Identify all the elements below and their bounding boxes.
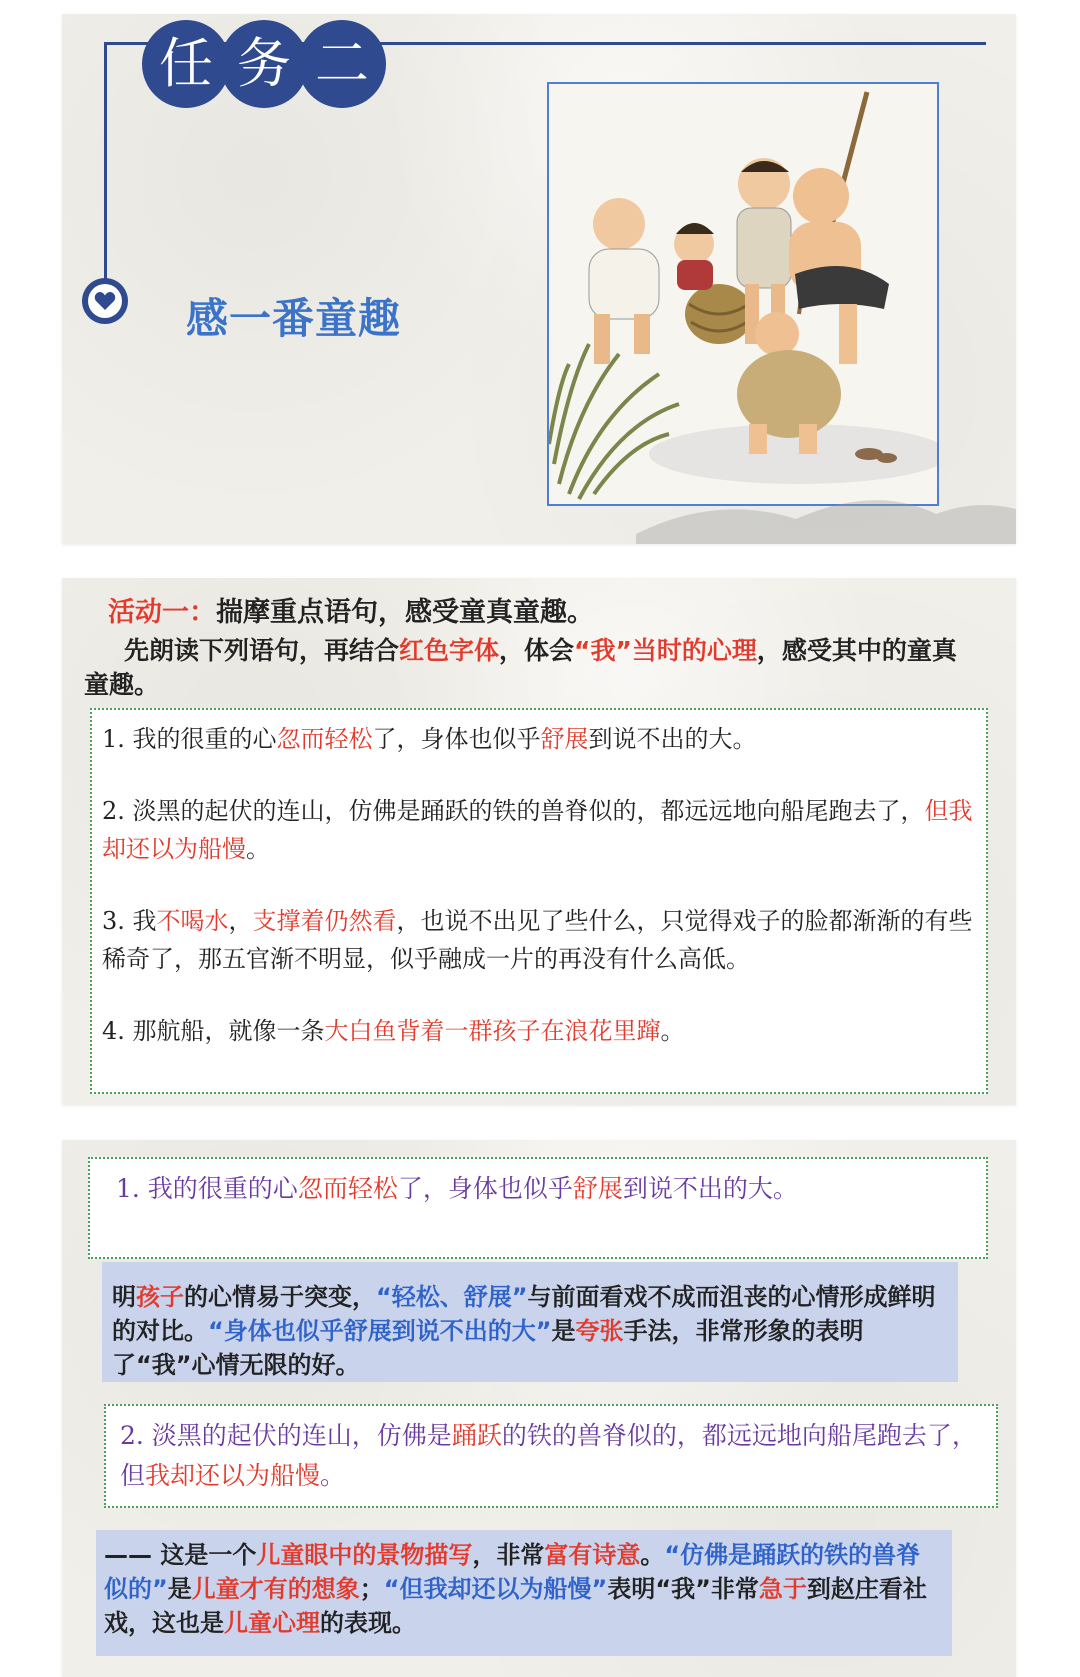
text-segment: 的心情易于突变， <box>184 1283 376 1311</box>
sentence-item <box>102 1012 976 1050</box>
activity-label: 活动一： <box>108 597 216 628</box>
activity-instructions <box>84 634 964 702</box>
text-segment: 的铁的兽脊似的，都远远地向船尾跑去了，但 <box>120 1421 977 1490</box>
activity-title <box>108 590 594 629</box>
text-segment: 。 <box>246 835 270 863</box>
quote-box-2 <box>104 1404 998 1508</box>
text-segment: “轻松、舒展” <box>376 1283 528 1311</box>
text-segment: 忽而轻松 <box>276 725 373 753</box>
text-segment: 了，身体也似乎 <box>372 725 541 753</box>
text-segment: 舒展 <box>540 725 589 753</box>
ink-wash-decoration <box>636 474 1016 544</box>
text-segment: ； <box>359 1575 384 1603</box>
text-segment: 到说不出的大。 <box>588 725 757 753</box>
text-segment: 。 <box>320 1461 346 1490</box>
text-segment: 舒展 <box>572 1174 623 1203</box>
intro-highlight-psychology: “我”当时的心理 <box>574 636 757 665</box>
text-segment: 到赵庄看社戏，这也是 <box>104 1575 927 1637</box>
heart-icon <box>82 278 128 324</box>
title-char-2: 务 <box>220 20 308 108</box>
analysis-answer-1 <box>102 1262 958 1382</box>
text-segment: 手法，非常形象的表明了“我”心情无限的好。 <box>112 1317 864 1379</box>
intro-part-3: ，感受其中的童真童趣。 <box>84 636 957 699</box>
analysis-answer-1-text <box>112 1283 936 1379</box>
title-char-3: 二 <box>298 20 386 108</box>
text-segment: “但我却还以为船慢” <box>383 1575 608 1603</box>
text-segment: ， <box>228 907 253 935</box>
text-segment: 儿童才有的想象 <box>191 1575 360 1603</box>
text-segment: 2. 淡黑的起伏的连山，仿佛是 <box>120 1421 452 1450</box>
text-segment: 忽而轻松 <box>297 1174 398 1203</box>
quote-2-text <box>120 1421 977 1490</box>
sentence-list-box <box>90 708 988 1094</box>
sentence-item <box>102 902 976 978</box>
children-painting-image <box>547 82 939 506</box>
text-segment: 儿童心理 <box>224 1609 320 1637</box>
text-segment: 不喝水 <box>156 907 229 935</box>
text-segment: 明 <box>112 1283 136 1311</box>
overlapped-text-line <box>112 1266 950 1280</box>
intro-part-1: 先朗读下列语句，再结合 <box>124 636 400 665</box>
text-segment: “身体也似乎舒展到说不出的大” <box>208 1317 552 1345</box>
text-segment: ，非常 <box>472 1541 545 1569</box>
slide-analysis <box>62 1140 1016 1677</box>
text-segment: “仿佛是踊跃的铁的兽脊似的” <box>104 1541 921 1603</box>
text-segment: 是 <box>551 1317 576 1345</box>
text-segment: 富有诗意 <box>544 1541 641 1569</box>
text-segment: ，也说不出见了些什么，只觉得戏子的脸都渐渐的有些稀奇了，那五官渐不明显，似乎融成一片的再没有什么高低。 <box>102 907 973 973</box>
section-heading: 感一番童趣 <box>186 294 402 343</box>
quote-1-text <box>116 1174 798 1203</box>
intro-highlight-red-font: 红色字体 <box>399 636 500 665</box>
text-segment: 表明“我”非常 <box>607 1575 759 1603</box>
sentence-item <box>102 792 976 868</box>
text-segment: 我却还以为船慢 <box>145 1461 321 1490</box>
text-segment: 2. 淡黑的起伏的连山，仿佛是踊跃的铁的兽脊似的，都远远地向船尾跑去了， <box>102 797 925 825</box>
text-segment: 1. 我的很重的心 <box>116 1174 298 1203</box>
text-segment: 的表现。 <box>320 1609 416 1637</box>
text-segment: 与前面看戏不成而沮丧的心情形成鲜明的对比。 <box>112 1283 936 1345</box>
activity-title-text: 揣摩重点语句，感受童真童趣。 <box>216 597 594 628</box>
text-segment: 到说不出的大 <box>622 1174 773 1203</box>
slide-activity-one <box>62 578 1016 1105</box>
sentence-item <box>102 720 976 758</box>
title-char-1: 任 <box>142 20 230 108</box>
quote-box-1 <box>88 1157 988 1259</box>
slide-task-two <box>62 14 1016 544</box>
text-segment: 。 <box>772 1174 798 1203</box>
text-segment: 孩子 <box>136 1283 184 1311</box>
text-segment: 。 <box>660 1017 685 1045</box>
text-segment: 1. 我的很重的心 <box>102 725 277 753</box>
text-segment: —— 这是一个 <box>104 1541 257 1569</box>
text-segment: 支撑着仍然看 <box>252 907 397 935</box>
text-segment: 踊跃 <box>451 1421 502 1450</box>
analysis-answer-2 <box>96 1530 952 1656</box>
intro-part-2: ，体会 <box>499 636 575 665</box>
text-segment: 大白鱼背着一群孩子在浪花里蹿 <box>324 1017 661 1045</box>
text-segment: 儿童眼中的景物描写 <box>256 1541 473 1569</box>
text-segment: 了，身体也似乎 <box>397 1174 573 1203</box>
text-segment: 3. 我 <box>102 907 157 935</box>
text-segment: 是 <box>167 1575 192 1603</box>
frame-line-left <box>104 42 107 284</box>
text-segment: 4. 那航船，就像一条 <box>102 1017 325 1045</box>
analysis-answer-2-text <box>104 1541 927 1637</box>
text-segment: 但我却还以为船慢 <box>102 797 973 863</box>
text-segment: 急于 <box>758 1575 807 1603</box>
text-segment: 。 <box>640 1541 665 1569</box>
text-segment: 夸张 <box>575 1317 624 1345</box>
